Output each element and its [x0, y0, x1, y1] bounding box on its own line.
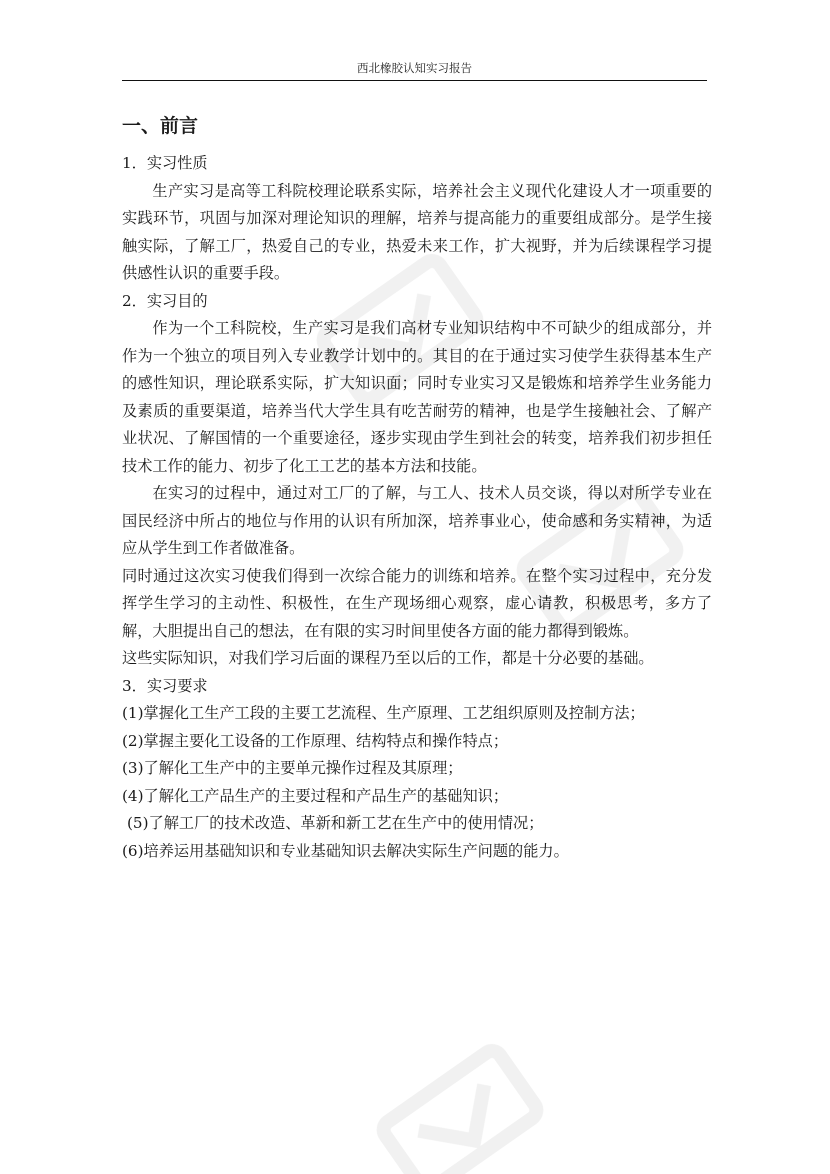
section-title-nature: 1．实习性质: [122, 154, 208, 172]
paragraph-purpose-4: 这些实际知识，对我们学习后面的课程乃至以后的工作，都是十分必要的基础。: [122, 649, 654, 667]
page-header-title: 西北橡胶认知实习报告: [357, 61, 472, 75]
paragraph-purpose-3: 同时通过这次实习使我们得到一次综合能力的训练和培养。在整个实习过程中，充分发挥学生学习的主动性、积极性，在生产现场细心观察，虚心请教，积极思考，多方了解，大胆提出自己的想法，在有限的实习时间里使各方面的能力都得到锻炼。: [122, 566, 712, 640]
chapter-heading: 一、前言: [122, 115, 199, 137]
requirement-item: (5)了解工厂的技术改造、革新和新工艺在生产中的使用情况；: [127, 814, 544, 832]
section-title-purpose: 2．实习目的: [122, 291, 208, 310]
paragraph-purpose-2: 在实习的过程中，通过对工厂的了解，与工人、技术人员交谈，得以对所学专业在国民经济中所占的地位与作用的认识有所加深，培养事业心，使命感和务实精神，为适应从学生到工作者做准备。: [122, 484, 712, 557]
paragraph-purpose-1: 作为一个工科院校，生产实习是我们高材专业知识结构中不可缺少的组成部分，并作为一个独立的项目列入专业教学计划中的。其目的在于通过实习使学生获得基本生产的感性知识，理论联系实际，扩大知识面；同时专业实习又是锻炼和培养学生业务能力及素质的重要渠道，培养当代大学生具有吃苦耐劳的精神，也是学生接触社会、了解产业状况、了解国情的一个重要途径，逐步实现由学生到社会的转变，培养我们初步担任技术工作的能力、初步了化工工艺的基本方法和技能。: [122, 319, 712, 475]
section-title-requirements: 3．实习要求: [122, 676, 208, 695]
requirement-item: (6)培养运用基础知识和专业基础知识去解决实际生产问题的能力。: [122, 841, 569, 860]
header-divider: [122, 80, 707, 81]
requirement-item: (4)了解化工产品生产的主要过程和产品生产的基础知识；: [122, 786, 509, 805]
requirement-item: (3)了解化工生产中的主要单元操作过程及其原理；: [122, 759, 463, 777]
requirement-item: (1)掌握化工生产工段的主要工艺流程、生产原理、工艺组织原则及控制方法；: [122, 704, 645, 722]
paragraph-nature: 生产实习是高等工科院校理论联系实际，培养社会主义现代化建设人才一项重要的实践环节，巩固与加深对理论知识的理解，培养与提高能力的重要组成部分。是学生接触实际，了解工厂，热爱自己的专业，热爱未来工作，扩大视野，并为后续课程学习提供感性认识的重要手段。: [122, 181, 712, 282]
document-body: [122, 110, 712, 865]
requirement-item: (2)掌握主要化工设备的工作原理、结构特点和操作特点；: [122, 731, 509, 750]
